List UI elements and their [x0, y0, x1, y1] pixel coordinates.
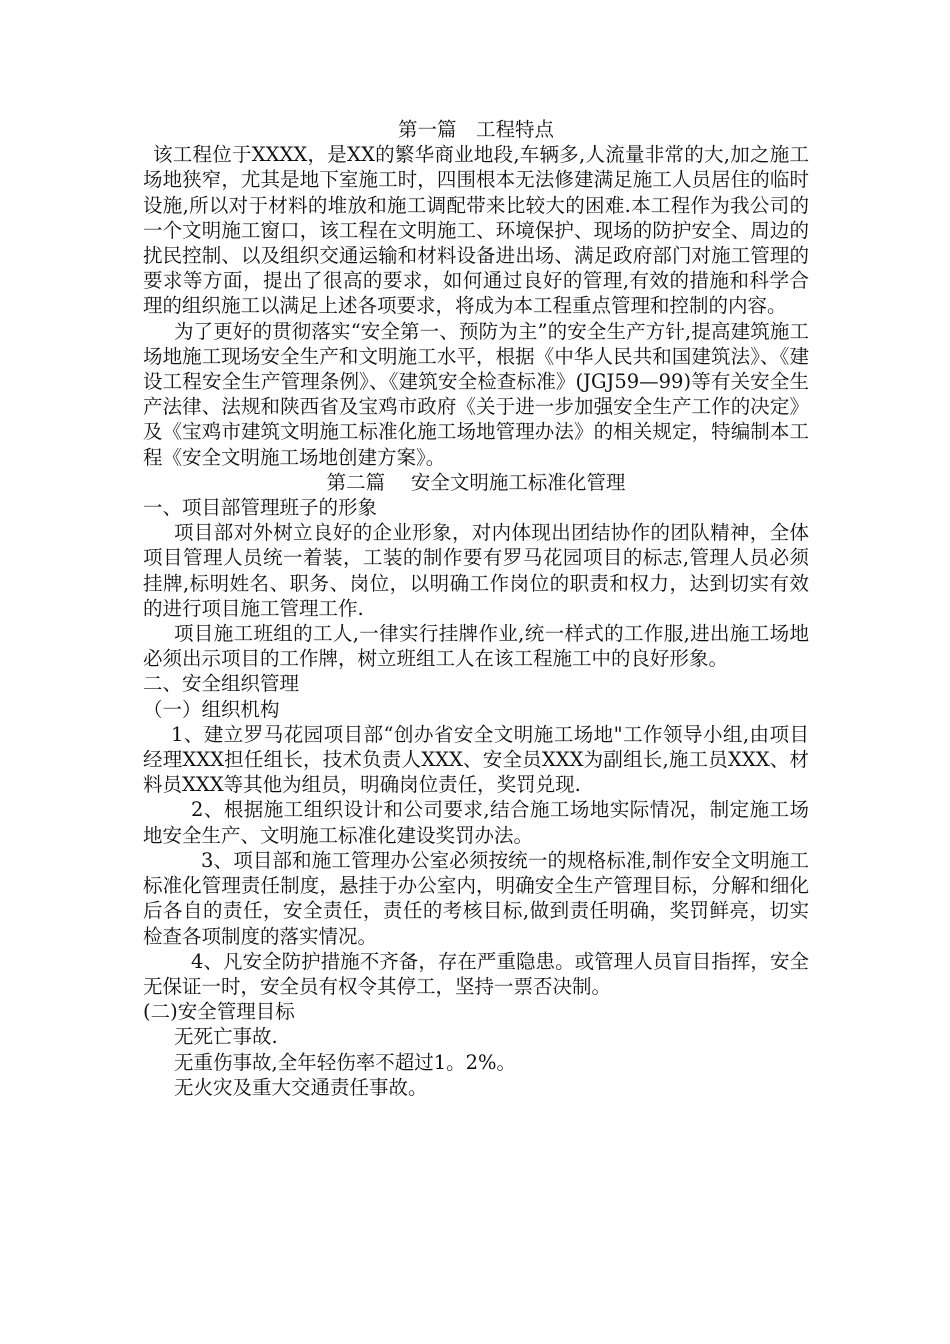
list-item-4: 4、凡安全防护措施不齐备，存在严重隐患。或管理人员盲目指挥，安全无保证一时，安全员有权令其停工，坚持一票否决制。 [143, 949, 809, 998]
section-heading-2: 二、安全组织管理 [143, 672, 300, 696]
paragraph-worker-image: 项目施工班组的工人,一律实行挂牌作业,统一样式的工作服,进出施工场地必须出示项目的工作牌，树立班组工人在该工程施工中的良好形象。 [143, 622, 809, 671]
section-heading-1: 一、项目部管理班子的形象 [143, 496, 378, 520]
chapter-title-1: 第一篇 工程特点 [397, 118, 554, 141]
goal-item-3: 无火灾及重大交通责任事故。 [174, 1075, 428, 1099]
goal-item-2: 无重伤事故,全年轻伤率不超过1。2%。 [174, 1050, 517, 1074]
subsection-heading-1: （一）组织机构 [143, 697, 280, 721]
goal-item-1: 无死亡事故. [174, 1025, 278, 1049]
paragraph-purpose: 为了更好的贯彻落实“安全第一、预防为主”的安全生产方针,提高建筑施工场地施工现场安全生产和文明施工水平，根据《中华人民共和国建筑法》、《建设工程安全生产管理条例》、《建筑安全检查标准》(JGJ59—99)等有关安全生产法律、法规和陕西省及宝鸡市政府《关于进一步加强安全生产工作的决定》及《宝鸡市建筑文明施工标准化施工场地管理办法》的相关规定，特编制本工程《安全文明施工场地创建方案》。 [143, 319, 809, 469]
subsection-heading-2: (二)安全管理目标 [143, 1000, 295, 1024]
document-page [143, 117, 809, 1100]
chapter-title-2: 第二篇 安全文明施工标准化管理 [326, 470, 626, 494]
list-item-2: 2、根据施工组织设计和公司要求,结合施工场地实际情况，制定施工场地安全生产、文明施工标准化建设奖罚办法。 [143, 798, 809, 847]
list-item-1: 1、建立罗马花园项目部“创办省安全文明施工场地"工作领导小组,由项目经理XXX担任组长，技术负责人XXX、安全员XXX为副组长,施工员XXX、材料员XXX等其他为组员，明确岗位责任，奖罚兑现. [143, 722, 809, 797]
list-item-3: 3、项目部和施工管理办公室必须按统一的规格标准,制作安全文明施工标准化管理责任制度，悬挂于办公室内，明确安全生产管理目标，分解和细化后各自的责任，安全责任，责任的考核目标,做到责任明确，奖罚鲜亮，切实检查各项制度的落实情况。 [143, 848, 809, 948]
paragraph-project-features: 该工程位于XXXX，是XX的繁华商业地段,车辆多,人流量非常的大,加之施工场地狭窄，尤其是地下室施工时，四围根本无法修建满足施工人员居住的临时设施,所以对于材料的堆放和施工调配带来比较大的困难.本工程作为我公司的一个文明施工窗口，该工程在文明施工、环境保护、现场的防护安全、周边的扰民控制、以及组织交通运输和材料设备进出场、满足政府部门对施工管理的要求等方面，提出了很高的要求，如何通过良好的管理,有效的措施和科学合理的组织施工以满足上述各项要求，将成为本工程重点管理和控制的内容。 [143, 143, 809, 318]
paragraph-management-image: 项目部对外树立良好的企业形象，对内体现出团结协作的团队精神，全体项目管理人员统一着装，工装的制作要有罗马花园项目的标志,管理人员必须挂牌,标明姓名、职务、岗位，以明确工作岗位的职责和权力，达到切实有效的进行项目施工管理工作. [143, 521, 809, 620]
